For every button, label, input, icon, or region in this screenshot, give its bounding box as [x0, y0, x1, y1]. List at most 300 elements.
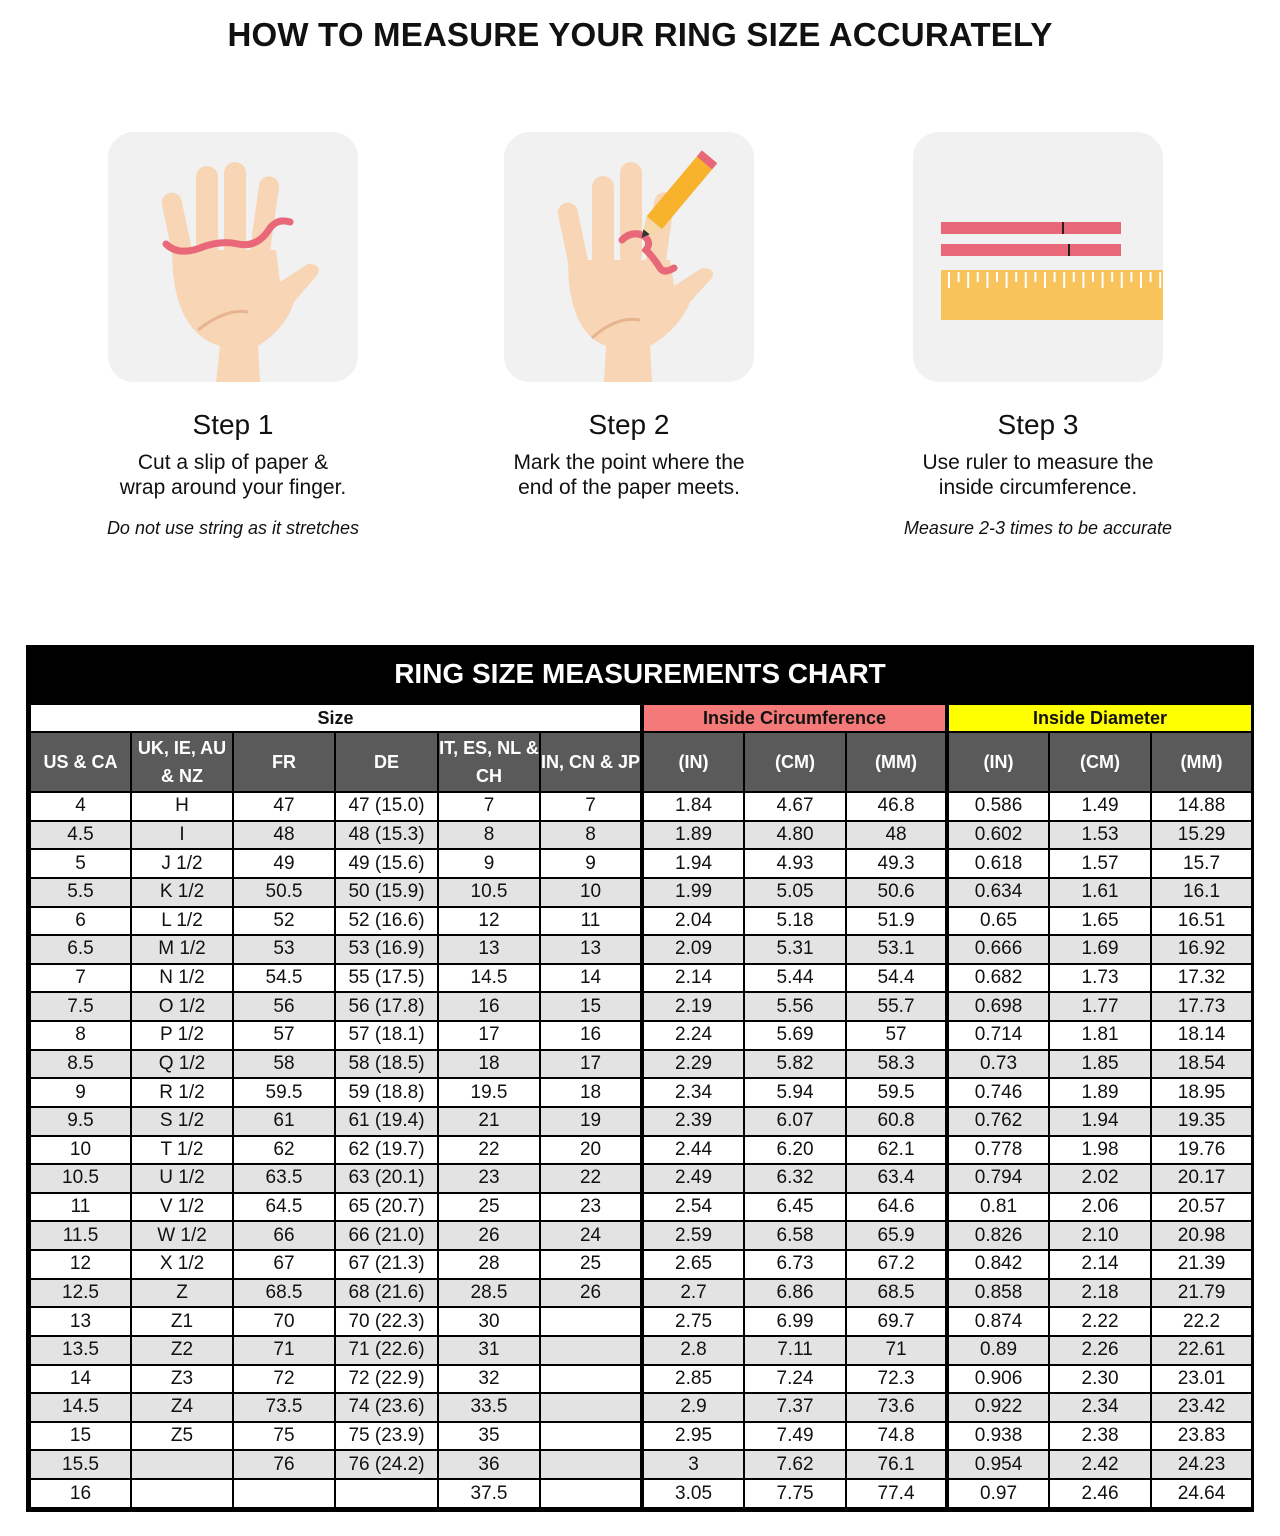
- table-cell: 2.14: [642, 964, 744, 993]
- table-cell: X 1/2: [131, 1250, 233, 1279]
- table-cell: 22.61: [1151, 1336, 1252, 1365]
- table-cell: 68 (21.6): [335, 1279, 438, 1308]
- table-cell: 67.2: [846, 1250, 947, 1279]
- table-cell: 14.5: [30, 1393, 131, 1422]
- table-cell: 24.64: [1151, 1479, 1252, 1508]
- table-cell: 47 (15.0): [335, 792, 438, 821]
- step-3: [838, 132, 1238, 539]
- table-cell: 13: [540, 935, 642, 964]
- table-cell: 12.5: [30, 1279, 131, 1308]
- table-cell: 5.56: [744, 992, 846, 1021]
- table-cell: T 1/2: [131, 1136, 233, 1165]
- table-cell: 2.75: [642, 1307, 744, 1336]
- table-cell: 70 (22.3): [335, 1307, 438, 1336]
- table-cell: 16: [438, 992, 540, 1021]
- table-cell: 0.618: [947, 849, 1049, 878]
- table-cell: 15: [540, 992, 642, 1021]
- column-header: (IN): [642, 732, 744, 792]
- table-cell: 2.65: [642, 1250, 744, 1279]
- step-2-illustration: [504, 132, 754, 382]
- column-header: (MM): [846, 732, 947, 792]
- table-cell: 1.98: [1049, 1136, 1151, 1165]
- step-1-description: Cut a slip of paper & wrap around your finger.: [119, 451, 347, 499]
- table-cell: 6.20: [744, 1136, 846, 1165]
- table-cell: 1.81: [1049, 1021, 1151, 1050]
- column-header: (MM): [1151, 732, 1252, 792]
- table-cell: 5.5: [30, 878, 131, 907]
- table-cell: 62 (19.7): [335, 1136, 438, 1165]
- table-cell: 1.99: [642, 878, 744, 907]
- table-cell: 1.94: [642, 849, 744, 878]
- table-cell: 66 (21.0): [335, 1221, 438, 1250]
- table-cell: 1.94: [1049, 1107, 1151, 1136]
- table-cell: 2.59: [642, 1221, 744, 1250]
- table-cell: 2.34: [1049, 1393, 1151, 1422]
- table-cell: 5.94: [744, 1078, 846, 1107]
- table-row: [30, 935, 1252, 964]
- table-cell: 18: [540, 1078, 642, 1107]
- table-row: [30, 1164, 1252, 1193]
- table-cell: 7.24: [744, 1365, 846, 1394]
- table-cell: 7.37: [744, 1393, 846, 1422]
- table-cell: 1.89: [642, 821, 744, 850]
- table-cell: 9: [30, 1078, 131, 1107]
- table-cell: P 1/2: [131, 1021, 233, 1050]
- table-cell: 61 (19.4): [335, 1107, 438, 1136]
- table-cell: 19: [540, 1107, 642, 1136]
- table-cell: 57: [846, 1021, 947, 1050]
- size-table-body: [30, 792, 1252, 1508]
- table-cell: 35: [438, 1422, 540, 1451]
- table-cell: 68.5: [233, 1279, 335, 1308]
- table-cell: 23.83: [1151, 1422, 1252, 1451]
- table-cell: 1.69: [1049, 935, 1151, 964]
- table-cell: 18.14: [1151, 1021, 1252, 1050]
- table-cell: 2.95: [642, 1422, 744, 1451]
- page-title: HOW TO MEASURE YOUR RING SIZE ACCURATELY: [227, 16, 1053, 53]
- table-cell: 60.8: [846, 1107, 947, 1136]
- table-cell: 13.5: [30, 1336, 131, 1365]
- table-cell: 0.922: [947, 1393, 1049, 1422]
- table-cell: M 1/2: [131, 935, 233, 964]
- table-cell: 1.89: [1049, 1078, 1151, 1107]
- table-cell: 64.5: [233, 1193, 335, 1222]
- table-cell: 25: [438, 1193, 540, 1222]
- table-cell: [540, 1307, 642, 1336]
- table-cell: 19.5: [438, 1078, 540, 1107]
- table-cell: 0.81: [947, 1193, 1049, 1222]
- table-cell: 2.26: [1049, 1336, 1151, 1365]
- table-cell: 2.34: [642, 1078, 744, 1107]
- table-cell: 61: [233, 1107, 335, 1136]
- table-cell: 6.32: [744, 1164, 846, 1193]
- table-cell: 0.778: [947, 1136, 1049, 1165]
- table-cell: 16.51: [1151, 907, 1252, 936]
- table-cell: 9.5: [30, 1107, 131, 1136]
- table-cell: 48: [233, 821, 335, 850]
- table-cell: 2.18: [1049, 1279, 1151, 1308]
- table-cell: 62: [233, 1136, 335, 1165]
- table-cell: 0.746: [947, 1078, 1049, 1107]
- table-cell: 5.69: [744, 1021, 846, 1050]
- table-cell: 9: [540, 849, 642, 878]
- table-row: [30, 907, 1252, 936]
- table-cell: [540, 1365, 642, 1394]
- table-cell: 47: [233, 792, 335, 821]
- table-cell: [131, 1450, 233, 1479]
- table-cell: 2.02: [1049, 1164, 1151, 1193]
- table-cell: 2.38: [1049, 1422, 1151, 1451]
- diameter-group-header: Inside Diameter: [947, 704, 1252, 732]
- table-cell: 12: [30, 1250, 131, 1279]
- column-header: DE: [335, 732, 438, 792]
- table-cell: 11.5: [30, 1221, 131, 1250]
- table-cell: 17: [540, 1050, 642, 1079]
- table-cell: 11: [30, 1193, 131, 1222]
- table-cell: Z5: [131, 1422, 233, 1451]
- table-cell: 62.1: [846, 1136, 947, 1165]
- table-cell: 12: [438, 907, 540, 936]
- table-cell: 2.24: [642, 1021, 744, 1050]
- table-cell: 6.07: [744, 1107, 846, 1136]
- table-cell: 28: [438, 1250, 540, 1279]
- table-cell: 1.73: [1049, 964, 1151, 993]
- paper-strips-and-ruler-icon: [913, 132, 1163, 382]
- table-cell: 49: [233, 849, 335, 878]
- table-cell: 71: [233, 1336, 335, 1365]
- table-row: [30, 992, 1252, 1021]
- table-cell: [131, 1479, 233, 1508]
- table-cell: [540, 1450, 642, 1479]
- table-cell: Q 1/2: [131, 1050, 233, 1079]
- table-cell: 0.666: [947, 935, 1049, 964]
- table-cell: 50.5: [233, 878, 335, 907]
- table-cell: 24.23: [1151, 1450, 1252, 1479]
- table-cell: K 1/2: [131, 878, 233, 907]
- table-cell: 58: [233, 1050, 335, 1079]
- table-cell: 0.906: [947, 1365, 1049, 1394]
- table-cell: 21.79: [1151, 1279, 1252, 1308]
- table-cell: 2.54: [642, 1193, 744, 1222]
- table-cell: O 1/2: [131, 992, 233, 1021]
- step-3-description: Use ruler to measure the inside circumference.: [922, 451, 1154, 499]
- table-cell: 54.4: [846, 964, 947, 993]
- table-cell: 2.9: [642, 1393, 744, 1422]
- table-cell: 6.58: [744, 1221, 846, 1250]
- table-cell: 50 (15.9): [335, 878, 438, 907]
- table-row: [30, 1422, 1252, 1451]
- table-cell: 16: [540, 1021, 642, 1050]
- table-cell: 54.5: [233, 964, 335, 993]
- table-cell: 0.586: [947, 792, 1049, 821]
- table-cell: 71 (22.6): [335, 1336, 438, 1365]
- table-cell: 0.874: [947, 1307, 1049, 1336]
- column-header: UK, IE, AU & NZ: [131, 732, 233, 792]
- table-row: [30, 1307, 1252, 1336]
- table-cell: 10.5: [30, 1164, 131, 1193]
- table-cell: J 1/2: [131, 849, 233, 878]
- table-cell: 53 (16.9): [335, 935, 438, 964]
- table-cell: 64.6: [846, 1193, 947, 1222]
- table-cell: 9: [438, 849, 540, 878]
- table-cell: 1.65: [1049, 907, 1151, 936]
- table-cell: 17.73: [1151, 992, 1252, 1021]
- table-cell: [540, 1422, 642, 1451]
- table-cell: 21.39: [1151, 1250, 1252, 1279]
- table-cell: 0.762: [947, 1107, 1049, 1136]
- size-group-header: Size: [30, 704, 642, 732]
- table-cell: 5.44: [744, 964, 846, 993]
- table-cell: 0.89: [947, 1336, 1049, 1365]
- table-cell: 2.14: [1049, 1250, 1151, 1279]
- table-cell: 8: [438, 821, 540, 850]
- table-cell: 1.85: [1049, 1050, 1151, 1079]
- table-cell: 57: [233, 1021, 335, 1050]
- table-cell: 59.5: [846, 1078, 947, 1107]
- table-cell: I: [131, 821, 233, 850]
- table-cell: 46.8: [846, 792, 947, 821]
- table-cell: 1.53: [1049, 821, 1151, 850]
- table-cell: 53.1: [846, 935, 947, 964]
- step-1-title: Step 1: [192, 409, 274, 440]
- column-header: US & CA: [30, 732, 131, 792]
- table-cell: 74.8: [846, 1422, 947, 1451]
- table-cell: 4.93: [744, 849, 846, 878]
- table-cell: 7.75: [744, 1479, 846, 1508]
- table-cell: 72: [233, 1365, 335, 1394]
- table-cell: Z: [131, 1279, 233, 1308]
- table-cell: R 1/2: [131, 1078, 233, 1107]
- table-cell: 31: [438, 1336, 540, 1365]
- table-row: [30, 878, 1252, 907]
- table-cell: 7.11: [744, 1336, 846, 1365]
- table-cell: 72 (22.9): [335, 1365, 438, 1394]
- table-row: [30, 1279, 1252, 1308]
- hand-with-paper-strip-icon: [108, 132, 358, 382]
- table-cell: 6.5: [30, 935, 131, 964]
- table-cell: 6.99: [744, 1307, 846, 1336]
- table-cell: 75 (23.9): [335, 1422, 438, 1451]
- table-cell: 13: [438, 935, 540, 964]
- table-row: [30, 1078, 1252, 1107]
- table-cell: 5.31: [744, 935, 846, 964]
- table-cell: 1.77: [1049, 992, 1151, 1021]
- table-cell: 2.39: [642, 1107, 744, 1136]
- table-cell: 23: [438, 1164, 540, 1193]
- table-cell: 0.602: [947, 821, 1049, 850]
- table-cell: V 1/2: [131, 1193, 233, 1222]
- table-cell: 69.7: [846, 1307, 947, 1336]
- column-header: IN, CN & JP: [540, 732, 642, 792]
- table-cell: 0.714: [947, 1021, 1049, 1050]
- table-cell: 28.5: [438, 1279, 540, 1308]
- table-cell: 19.35: [1151, 1107, 1252, 1136]
- table-cell: 58.3: [846, 1050, 947, 1079]
- table-cell: 2.49: [642, 1164, 744, 1193]
- table-cell: 0.73: [947, 1050, 1049, 1079]
- table-cell: 2.10: [1049, 1221, 1151, 1250]
- table-cell: 2.46: [1049, 1479, 1151, 1508]
- table-cell: 10: [540, 878, 642, 907]
- table-cell: 5.18: [744, 907, 846, 936]
- table-cell: 2.85: [642, 1365, 744, 1394]
- table-cell: 15: [30, 1422, 131, 1451]
- table-cell: 32: [438, 1365, 540, 1394]
- step-2: [429, 132, 829, 518]
- table-cell: 14.5: [438, 964, 540, 993]
- table-cell: 8: [30, 1021, 131, 1050]
- table-cell: 7: [30, 964, 131, 993]
- table-cell: 73.6: [846, 1393, 947, 1422]
- table-cell: 74 (23.6): [335, 1393, 438, 1422]
- circumference-group-header: Inside Circumference: [642, 704, 947, 732]
- table-cell: 0.682: [947, 964, 1049, 993]
- table-cell: 11: [540, 907, 642, 936]
- column-header: (IN): [947, 732, 1049, 792]
- table-row: [30, 1050, 1252, 1079]
- table-row: [30, 1336, 1252, 1365]
- table-cell: 57 (18.1): [335, 1021, 438, 1050]
- table-cell: 36: [438, 1450, 540, 1479]
- table-cell: U 1/2: [131, 1164, 233, 1193]
- table-cell: 55.7: [846, 992, 947, 1021]
- table-cell: 63.5: [233, 1164, 335, 1193]
- column-header: (CM): [744, 732, 846, 792]
- table-cell: 53: [233, 935, 335, 964]
- table-cell: 5.05: [744, 878, 846, 907]
- table-cell: 22: [438, 1136, 540, 1165]
- table-row: [30, 849, 1252, 878]
- column-header: IT, ES, NL & CH: [438, 732, 540, 792]
- table-cell: 2.42: [1049, 1450, 1151, 1479]
- table-cell: 76: [233, 1450, 335, 1479]
- table-cell: 0.97: [947, 1479, 1049, 1508]
- table-cell: 76.1: [846, 1450, 947, 1479]
- table-cell: 16.1: [1151, 878, 1252, 907]
- table-cell: 16.92: [1151, 935, 1252, 964]
- table-cell: 33.5: [438, 1393, 540, 1422]
- table-cell: 1.57: [1049, 849, 1151, 878]
- table-cell: 0.954: [947, 1450, 1049, 1479]
- column-header-row: [30, 732, 1252, 792]
- table-cell: L 1/2: [131, 907, 233, 936]
- table-cell: 2.22: [1049, 1307, 1151, 1336]
- table-cell: 2.06: [1049, 1193, 1151, 1222]
- table-cell: 59.5: [233, 1078, 335, 1107]
- table-cell: 30: [438, 1307, 540, 1336]
- step-3-title: Step 3: [997, 409, 1079, 440]
- table-cell: 7.5: [30, 992, 131, 1021]
- table-cell: 5.82: [744, 1050, 846, 1079]
- step-3-illustration: [913, 132, 1163, 382]
- table-cell: 4.5: [30, 821, 131, 850]
- step-1-note: Do not use string as it stretches: [106, 518, 360, 538]
- table-cell: 7.49: [744, 1422, 846, 1451]
- table-row: [30, 1479, 1252, 1508]
- table-cell: H: [131, 792, 233, 821]
- table-cell: 18: [438, 1050, 540, 1079]
- table-cell: 20: [540, 1136, 642, 1165]
- ring-size-chart: [26, 645, 1254, 1512]
- step-3-note: Measure 2-3 times to be accurate: [903, 518, 1173, 538]
- table-cell: 23.01: [1151, 1365, 1252, 1394]
- table-cell: 7.62: [744, 1450, 846, 1479]
- table-cell: 50.6: [846, 878, 947, 907]
- size-table: [29, 703, 1253, 1509]
- table-cell: 0.858: [947, 1279, 1049, 1308]
- table-cell: 6.86: [744, 1279, 846, 1308]
- table-cell: Z1: [131, 1307, 233, 1336]
- table-cell: 23.42: [1151, 1393, 1252, 1422]
- table-row: [30, 1221, 1252, 1250]
- table-cell: 49 (15.6): [335, 849, 438, 878]
- table-cell: 63.4: [846, 1164, 947, 1193]
- table-cell: 2.8: [642, 1336, 744, 1365]
- table-row: [30, 1021, 1252, 1050]
- table-cell: 0.634: [947, 878, 1049, 907]
- table-cell: 21: [438, 1107, 540, 1136]
- table-cell: 56: [233, 992, 335, 1021]
- table-cell: 14.88: [1151, 792, 1252, 821]
- table-cell: 0.842: [947, 1250, 1049, 1279]
- table-cell: 4: [30, 792, 131, 821]
- column-header: FR: [233, 732, 335, 792]
- table-cell: 0.826: [947, 1221, 1049, 1250]
- table-cell: 65.9: [846, 1221, 947, 1250]
- table-cell: 6: [30, 907, 131, 936]
- table-cell: 8.5: [30, 1050, 131, 1079]
- table-cell: [540, 1393, 642, 1422]
- step-2-description: Mark the point where the end of the paper meets.: [513, 451, 745, 499]
- table-cell: 71: [846, 1336, 947, 1365]
- table-cell: 2.09: [642, 935, 744, 964]
- table-cell: N 1/2: [131, 964, 233, 993]
- table-cell: 67: [233, 1250, 335, 1279]
- table-cell: 70: [233, 1307, 335, 1336]
- table-cell: [335, 1479, 438, 1508]
- table-cell: 0.794: [947, 1164, 1049, 1193]
- table-cell: Z3: [131, 1365, 233, 1394]
- step-2-title: Step 2: [588, 409, 670, 440]
- table-cell: 14: [30, 1365, 131, 1394]
- table-cell: 2.30: [1049, 1365, 1151, 1394]
- table-cell: 52: [233, 907, 335, 936]
- table-row: [30, 1393, 1252, 1422]
- table-cell: Z4: [131, 1393, 233, 1422]
- table-cell: 68.5: [846, 1279, 947, 1308]
- table-cell: 77.4: [846, 1479, 947, 1508]
- table-cell: 10: [30, 1136, 131, 1165]
- group-header-row: [30, 704, 1252, 732]
- table-cell: 20.57: [1151, 1193, 1252, 1222]
- table-cell: 2.29: [642, 1050, 744, 1079]
- table-cell: 4.80: [744, 821, 846, 850]
- table-cell: 65 (20.7): [335, 1193, 438, 1222]
- table-cell: 58 (18.5): [335, 1050, 438, 1079]
- table-cell: 20.17: [1151, 1164, 1252, 1193]
- table-cell: 25: [540, 1250, 642, 1279]
- table-cell: 18.54: [1151, 1050, 1252, 1079]
- table-cell: 2.19: [642, 992, 744, 1021]
- table-cell: Z2: [131, 1336, 233, 1365]
- table-cell: 56 (17.8): [335, 992, 438, 1021]
- table-row: [30, 1136, 1252, 1165]
- table-cell: 66: [233, 1221, 335, 1250]
- table-cell: 18.95: [1151, 1078, 1252, 1107]
- table-cell: 16: [30, 1479, 131, 1508]
- table-cell: [540, 1479, 642, 1508]
- table-cell: 55 (17.5): [335, 964, 438, 993]
